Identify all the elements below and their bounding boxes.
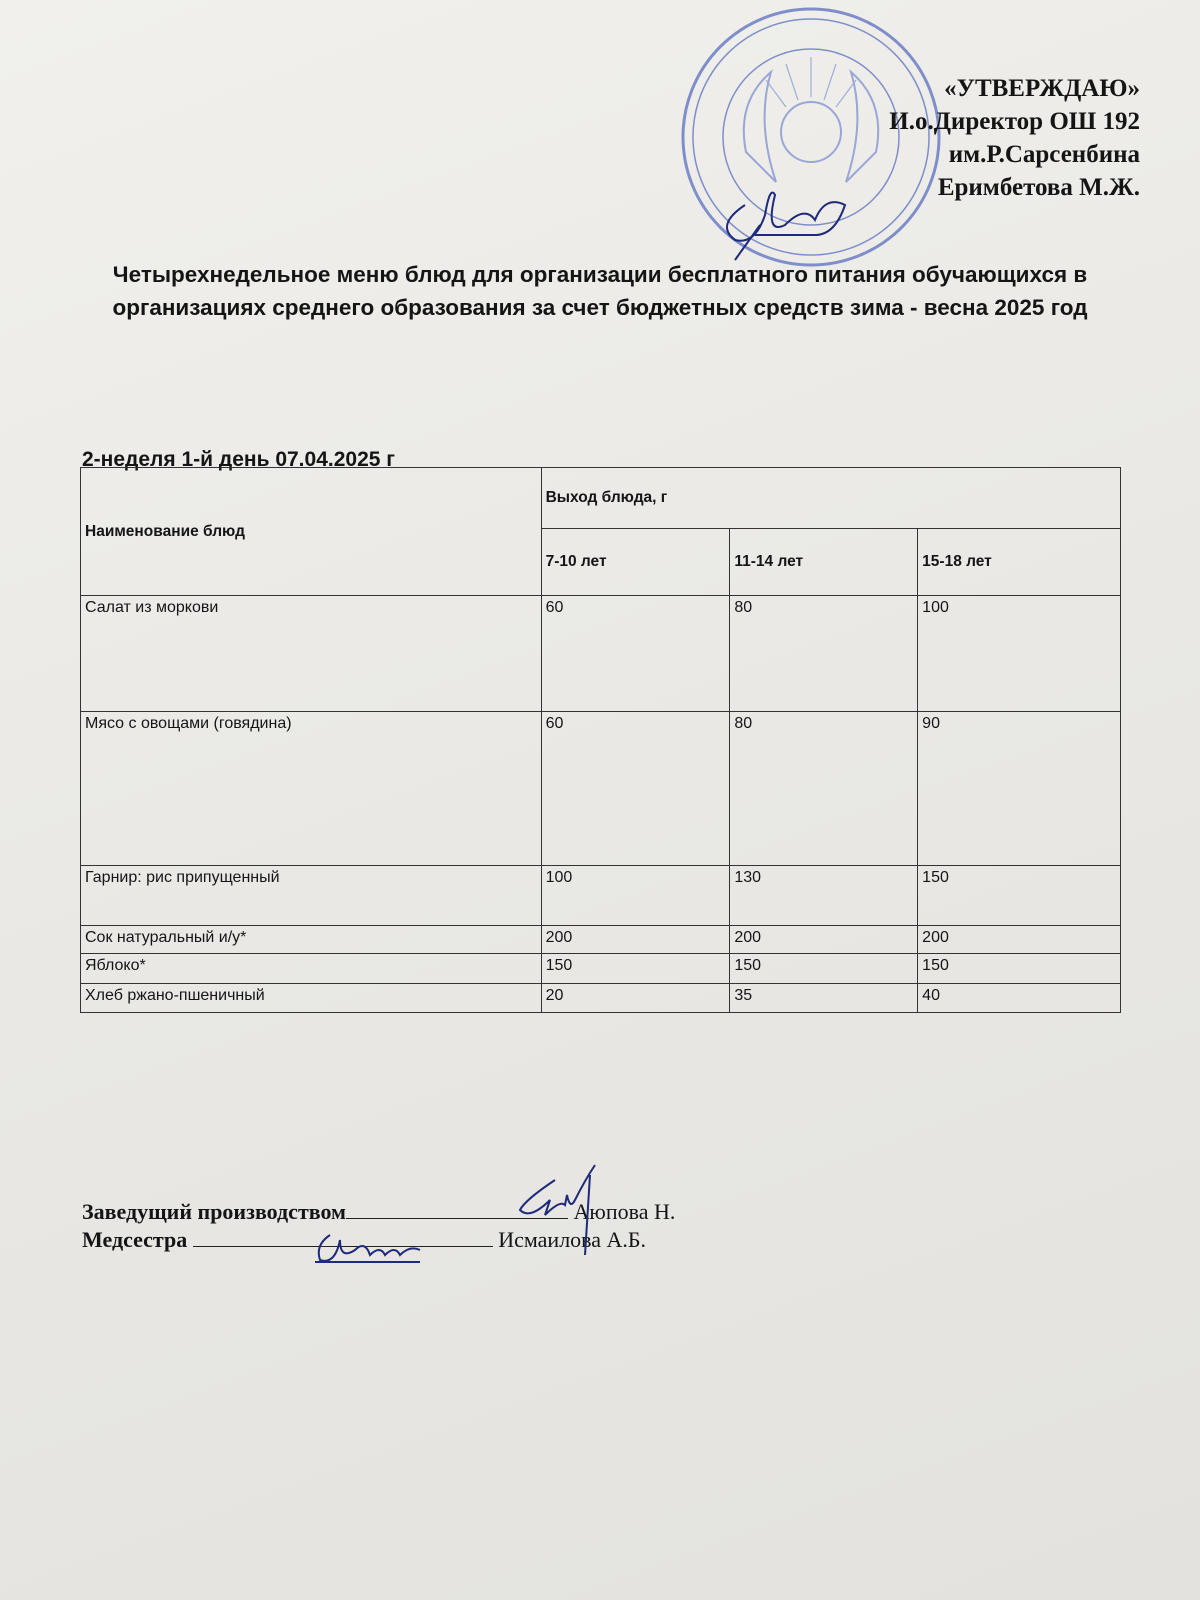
yield-value: 80 <box>730 712 918 866</box>
yield-value: 200 <box>541 926 730 954</box>
yield-value: 150 <box>918 866 1121 926</box>
yield-value: 150 <box>541 954 730 984</box>
dish-name-header: Наименование блюд <box>81 468 542 596</box>
yield-value: 35 <box>730 984 918 1013</box>
yield-value: 60 <box>541 712 730 866</box>
table-row <box>81 954 1121 984</box>
age-header: 11-14 лет <box>730 529 918 596</box>
menu-table <box>80 467 1121 1013</box>
signature-name: Исмаилова А.Б. <box>498 1227 647 1252</box>
dish-name: Хлеб ржано-пшеничный <box>81 984 542 1013</box>
dish-name: Сок натуральный и/у* <box>81 926 542 954</box>
dish-name: Гарнир: рис припущенный <box>81 866 542 926</box>
day-label: 2-неделя 1-й день 07.04.2025 г <box>82 448 396 471</box>
table-row <box>81 596 1121 712</box>
signature-role: Заведущий производством <box>82 1199 347 1224</box>
yield-value: 60 <box>541 596 730 712</box>
age-header: 7-10 лет <box>541 529 730 596</box>
yield-value: 90 <box>918 712 1121 866</box>
signature-role: Медсестра <box>82 1227 188 1252</box>
age-header: 15-18 лет <box>918 529 1121 596</box>
yield-value: 100 <box>541 866 730 926</box>
approval-block <box>889 72 1140 204</box>
dish-name: Яблоко* <box>81 954 542 984</box>
yield-value: 80 <box>730 596 918 712</box>
document-title: Четырехнедельное меню блюд для организации бесплатного питания обучающихся в организациях среднего образования за счет бюджетных средств зима - весна 2025 год <box>112 262 1088 320</box>
dish-name: Мясо с овощами (говядина) <box>81 712 542 866</box>
approval-position: И.о.Директор ОШ 192 <box>889 108 1140 135</box>
approval-heading: «УТВЕРЖДАЮ» <box>944 75 1140 102</box>
yield-value: 100 <box>918 596 1121 712</box>
table-row <box>81 926 1121 954</box>
table-row <box>81 866 1121 926</box>
director-signature <box>715 165 875 265</box>
yield-value: 20 <box>541 984 730 1013</box>
yield-value: 40 <box>918 984 1121 1013</box>
yield-header: Выход блюда, г <box>541 468 1120 529</box>
yield-value: 200 <box>730 926 918 954</box>
production-signature <box>505 1160 635 1260</box>
dish-name: Салат из моркови <box>81 596 542 712</box>
yield-value: 200 <box>918 926 1121 954</box>
table-row <box>81 984 1121 1013</box>
approval-school: им.Р.Сарсенбина <box>948 141 1140 168</box>
yield-value: 150 <box>918 954 1121 984</box>
nurse-signature <box>310 1220 430 1270</box>
table-row <box>81 712 1121 866</box>
approval-name: Еримбетова М.Ж. <box>937 174 1140 201</box>
yield-value: 130 <box>730 866 918 926</box>
signature-name: Аюпова Н. <box>573 1199 676 1224</box>
yield-value: 150 <box>730 954 918 984</box>
